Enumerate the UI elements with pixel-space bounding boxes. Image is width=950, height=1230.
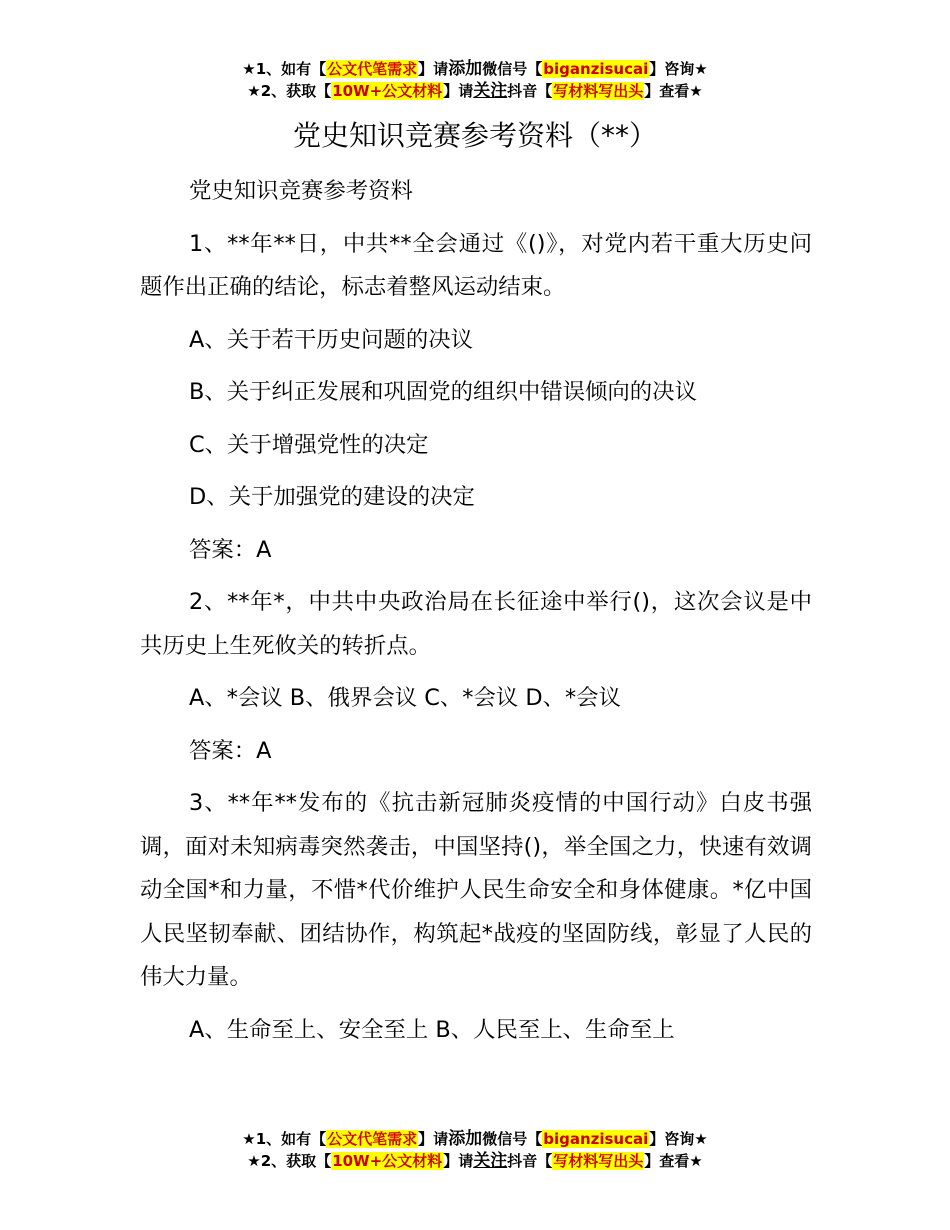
top-promo-banner <box>0 58 950 102</box>
promo-line-2-prefix: ★2、获取【 <box>247 1152 332 1170</box>
subtitle-paragraph: 党史知识竞赛参考资料 <box>189 178 413 204</box>
question-2: 2、**年*，中共中央政治局在长征途中举行()，这次会议是中共历史上生死攸关的转折点。 <box>140 589 812 659</box>
question-3: 3、**年**发布的《抗击新冠肺炎疫情的中国行动》白皮书强调，面对未知病毒突然袭击，中国坚持()，举全国之力，快速有效调动全国*和力量，不惜*代价维护人民生命安全和身体健康。*亿中国人民坚韧奉献、团结协作，构筑起*战疫的坚固防线，彰显了人民的伟大力量。 <box>140 790 812 990</box>
promo-line-1 <box>0 58 950 80</box>
promo-line-1-text-2: 微信号【 <box>482 1130 543 1148</box>
promo-line-2-text-2: 抖音【 <box>507 1152 553 1170</box>
bottom-promo-banner <box>0 1128 950 1172</box>
document-body <box>140 170 812 1061</box>
promo-line-1-prefix: ★1、如有【 <box>242 1130 327 1148</box>
promo-line-2-emphasis: 关注 <box>473 1151 508 1171</box>
question-1-option-d: D、关于加强党的建设的决定 <box>189 484 475 510</box>
document-title: 党史知识竞赛参考资料（**） <box>292 119 657 152</box>
promo-line-2-text: 】请 <box>443 1152 474 1170</box>
promo-line-2-highlight-materials: 10W+公文材料 <box>332 1152 443 1170</box>
question-1-option-a: A、关于若干历史问题的决议 <box>189 326 474 353</box>
question-2-answer: 答案：A <box>189 737 272 764</box>
promo-line-2 <box>0 80 950 102</box>
promo-line-1-text-2: 微信号【 <box>482 60 543 78</box>
promo-line-1-highlight-service: 公文代笔需求 <box>327 60 418 78</box>
promo-line-1-suffix: 】咨询★ <box>649 1130 708 1148</box>
promo-line-1-highlight-wechat: biganzisucai <box>543 60 649 78</box>
question-1-option-c: C、关于增强党性的决定 <box>189 431 429 458</box>
promo-line-2-text-2: 抖音【 <box>507 82 553 100</box>
question-3-options: A、生命至上、安全至上 B、人民至上、生命至上 <box>189 1016 675 1043</box>
promo-line-1 <box>0 1128 950 1150</box>
promo-line-2-highlight-materials: 10W+公文材料 <box>332 82 443 100</box>
question-1: 1、**年**日，中共**全会通过《()》，对党内若干重大历史问题作出正确的结论，标志着整风运动结束。 <box>140 230 812 300</box>
promo-line-1-highlight-wechat: biganzisucai <box>543 1130 649 1148</box>
promo-line-1-emphasis: 添加 <box>448 1129 483 1149</box>
promo-line-1-highlight-service: 公文代笔需求 <box>327 1130 418 1148</box>
promo-line-2-text: 】请 <box>443 82 474 100</box>
promo-line-2 <box>0 1150 950 1172</box>
promo-line-2-prefix: ★2、获取【 <box>247 82 332 100</box>
promo-line-2-highlight-douyin: 写材料写出头 <box>553 1152 644 1170</box>
question-1-option-b: B、关于纠正发展和巩固党的组织中错误倾向的决议 <box>189 379 697 405</box>
promo-line-1-emphasis: 添加 <box>448 59 483 79</box>
question-1-answer: 答案：A <box>189 536 272 563</box>
promo-line-1-suffix: 】咨询★ <box>649 60 708 78</box>
promo-line-1-prefix: ★1、如有【 <box>242 60 327 78</box>
promo-line-2-emphasis: 关注 <box>473 81 508 101</box>
promo-line-1-text: 】请 <box>418 1130 449 1148</box>
promo-line-2-suffix: 】查看★ <box>644 1152 703 1170</box>
question-2-options: A、*会议 B、俄界会议 C、*会议 D、*会议 <box>189 685 621 711</box>
promo-line-2-suffix: 】查看★ <box>644 82 703 100</box>
promo-line-1-text: 】请 <box>418 60 449 78</box>
promo-line-2-highlight-douyin: 写材料写出头 <box>553 82 644 100</box>
